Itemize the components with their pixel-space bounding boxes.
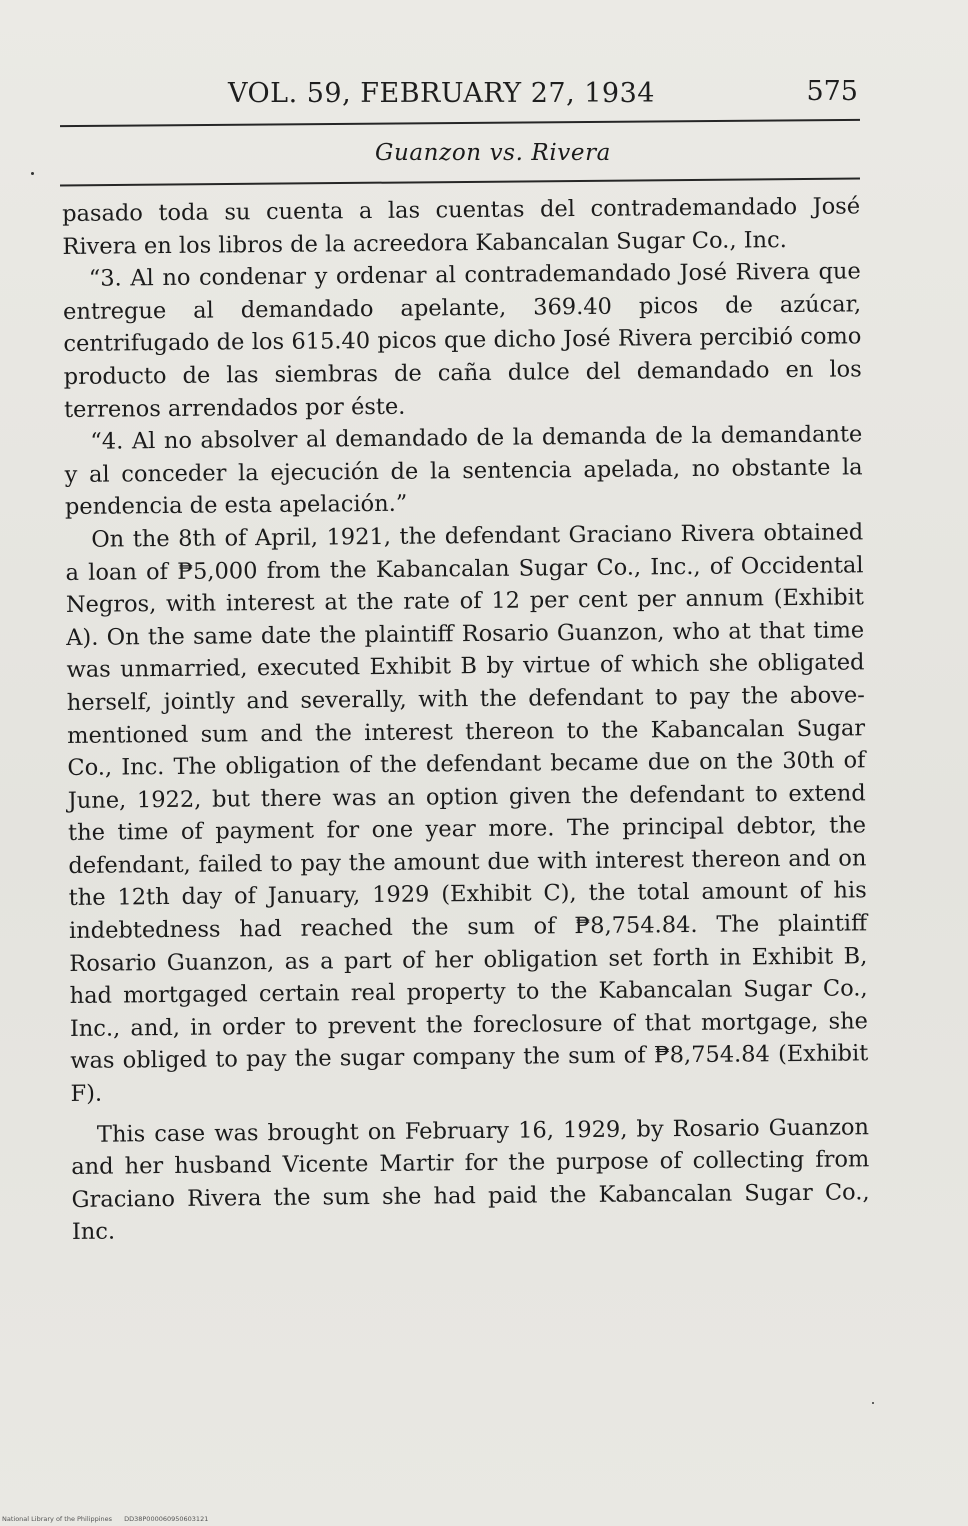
paragraph-error-3: “3. Al no condenar y ordenar al contrademandado José Rivera que entregue al demandado apelante, 369.40 picos de azúcar, centrifugado de los 615.40 picos que dicho José Rivera percibió como producto de las siembras de caña dulce del demandado en los terrenos arrendados por éste.: [62, 258, 862, 423]
footer-source: National Library of the Philippines: [2, 1515, 113, 1523]
case-running-head: Guanzon vs. Rivera: [374, 140, 611, 166]
print-speck: [31, 172, 34, 175]
body-text: [62, 190, 870, 1249]
paragraph-error-4: “4. Al no absolver al demandado de la demanda de la demandante y al conceder la ejecución de la sentencia apelada, no obstante la pendencia de esta apelación.”: [64, 421, 863, 521]
print-speck: [872, 1402, 874, 1404]
paragraph-case-brought: This case was brought on February 16, 1929, by Rosario Guanzon and her husband Vicente Martir for the purpose of collecting from Graciano Rivera the sum she had paid the Kabancalan Sugar Co., Inc.: [71, 1113, 870, 1246]
paragraph-continuation: pasado toda su cuenta a las cuentas del contrademandado José Rivera en los libros de la acreedora Kabancalan Sugar Co., Inc.: [62, 193, 861, 260]
scan-footer: [2, 1515, 208, 1523]
page-header: [60, 76, 860, 120]
header-rule-bottom: [60, 178, 860, 187]
page-number: 575: [806, 76, 858, 107]
footer-identifier: DD38P000060950603121: [124, 1515, 209, 1523]
paragraph-facts: On the 8th of April, 1921, the defendant Graciano Rivera obtained a loan of ₱5,000 from the Kabancalan Sugar Co., Inc., of Occidental Negros, with interest at the rate of 12 per cent per annum (Exhibit A). On the same date the plaintiff Rosario Guanzon, who at that time was unmarried, executed Exhibit B by virtue of which she obligated herself, jointly and severally, with the defendant to pay the above-mentioned sum and the interest thereon to the Kabancalan Sugar Co., Inc. The obligation of the defendant became due on the 30th of June, 1922, but there was an option given the defendant to extend the time of payment for one year more. The principal debtor, the defendant, failed to pay the amount due with interest thereon and on the 12th day of January, 1929 (Exhibit C), the total amount of his indebtedness had reached the sum of ₱8,754.84. The plaintiff Rosario Guanzon, as a part of her obligation set forth in Exhibit B, had mortgaged certain real property to the Kabancalan Sugar Co., Inc., and, in order to prevent the foreclosure of that mortgage, she was obliged to pay the sugar company the sum of ₱8,754.84 (Exhibit F).: [65, 519, 869, 1107]
header-rule-top: [60, 119, 860, 127]
volume-date-title: VOL. 59, FEBRUARY 27, 1934: [228, 78, 655, 109]
